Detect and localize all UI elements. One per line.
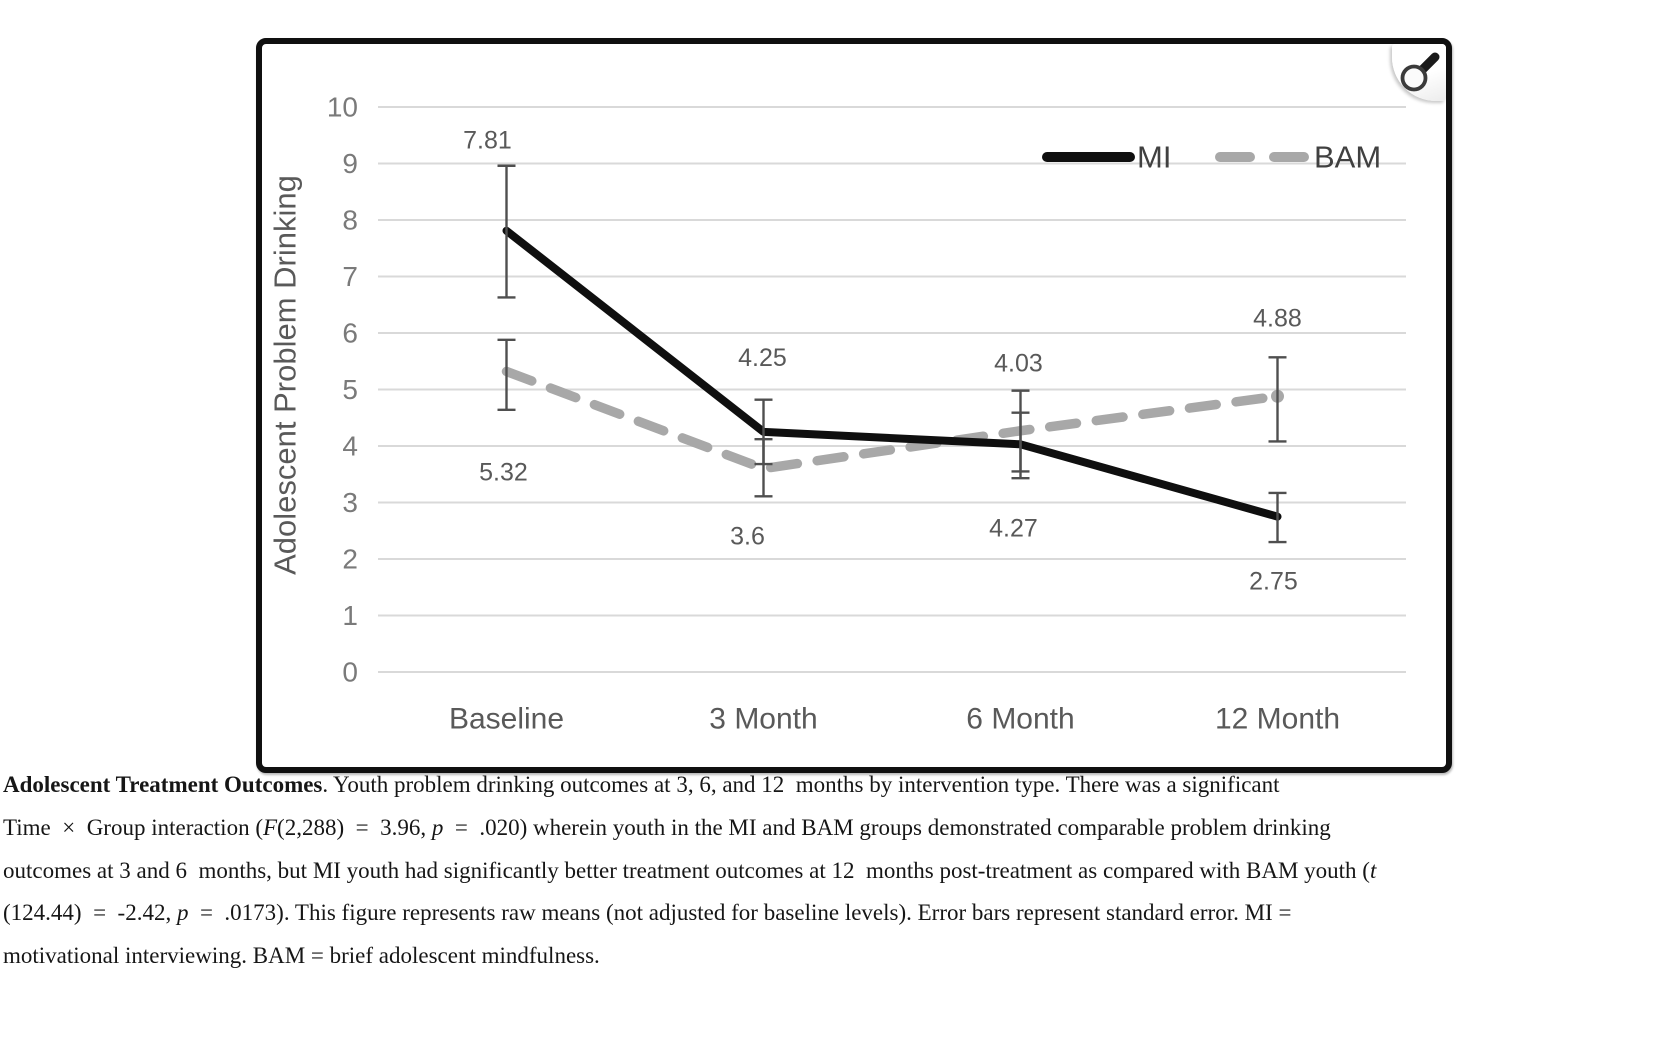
caption-italic-run: F [262,814,278,840]
data-label: 4.03 [994,349,1043,378]
y-tick-label: 5 [342,374,358,405]
caption-text-run: . Youth problem drinking outcomes at 3, 6, and 12 months by intervention type. There was a significant [322,772,1280,797]
caption-bold-run: Adolescent Treatment Outcomes [3,772,323,797]
y-tick-label: 0 [342,656,358,688]
caption-italic-run: p [176,900,189,926]
y-tick-label: 2 [342,543,358,575]
caption-text-run: Time × Group interaction ( [3,814,263,840]
x-tick-label: 6 Month [966,702,1075,736]
data-label: 4.27 [989,514,1038,543]
caption-text-run: outcomes at 3 and 6 months, but MI youth had significantly better treatment outcomes at 12 months post-treatment as compared with BAM youth ( [3,857,1370,883]
caption-line [3,807,1665,850]
caption-text-run: = .0173). This figure represents raw means (not adjusted for baseline levels). Error bars represent standard error. MI = [188,900,1292,926]
y-tick-label: 3 [342,487,358,518]
y-tick-label: 8 [342,204,358,236]
legend-bam-label: BAM [1314,139,1382,175]
data-label: 3.6 [730,522,765,551]
mi-series-line [507,231,1278,517]
data-label: 4.88 [1253,304,1302,333]
zoom-badge[interactable] [1392,44,1446,101]
y-tick-label: 6 [342,317,358,349]
y-tick-label: 4 [342,430,358,462]
magnifier-icon [1396,50,1442,96]
y-tick-label: 9 [342,148,358,179]
caption-line [3,850,1665,893]
caption-text-run: = .020) wherein youth in the MI and BAM groups demonstrated comparable problem drinking [443,814,1331,840]
caption-italic-run: p [431,814,444,840]
data-label: 7.81 [463,126,512,155]
caption-italic-run: t [1369,857,1377,883]
y-axis-title: Adolescent Problem Drinking [267,175,303,575]
figure-caption [3,764,1665,978]
caption-text-run: (2,288) = 3.96, [277,814,432,840]
caption-text-run: (124.44) = -2.42, [3,900,177,926]
y-tick-label: 1 [342,600,358,631]
error-bar [1269,357,1287,441]
y-tick-label: 7 [342,261,358,292]
bam-series-line [507,371,1278,468]
caption-text-run: motivational interviewing. BAM = brief adolescent mindfulness. [3,943,600,969]
data-label: 4.25 [738,343,787,372]
x-tick-label: 12 Month [1214,702,1341,736]
data-label: 2.75 [1249,567,1298,596]
legend-mi-label: MI [1137,139,1172,175]
caption-line [3,764,1665,807]
x-tick-label: 3 Month [709,702,818,736]
line-chart [262,44,1446,767]
x-tick-label: Baseline [448,702,565,736]
chart-frame [256,38,1452,773]
data-label: 5.32 [479,458,528,487]
caption-line [3,935,1665,978]
caption-line [3,892,1665,935]
y-tick-label: 10 [326,91,358,123]
